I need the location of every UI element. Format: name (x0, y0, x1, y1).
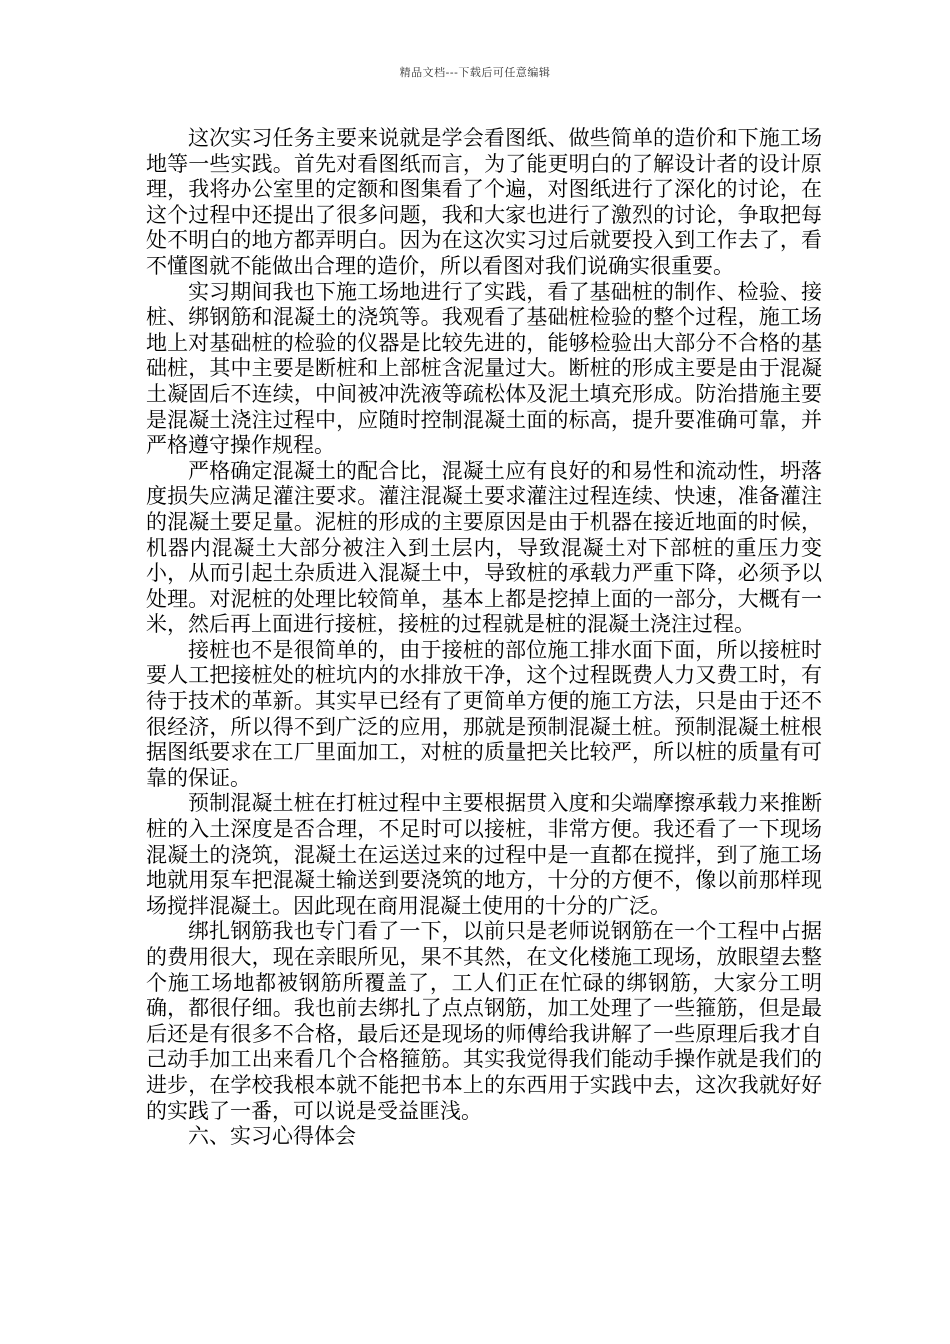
paragraph-4: 接桩也不是很简单的，由于接桩的部位施工排水面下面，所以接桩时要人工把接桩处的桩坑内的水排放干净，这个过程既费人力又费工时，有待于技术的革新。其实早已经有了更简单方便的施工方法，只是由于还不很经济，所以得不到广泛的应用，那就是预制混凝土桩。预制混凝土桩根据图纸要求在工厂里面加工，对桩的质量把关比较严，所以桩的质量有可靠的保证。 (146, 637, 822, 790)
section-heading: 六、实习心得体会 (188, 1124, 356, 1149)
paragraph-5: 预制混凝土桩在打桩过程中主要根据贯入度和尖端摩擦承载力来推断桩的入土深度是否合理，不足时可以接桩，非常方便。我还看了一下现场混凝土的浇筑，混凝土在运送过来的过程中是一直都在搅拌，到了施工场地就用泵车把混凝土输送到要浇筑的地方，十分的方便不，像以前那样现场搅拌混凝土。因此现在商用混凝土使用的十分的广泛。 (146, 791, 822, 918)
paragraph-3: 严格确定混凝土的配合比，混凝土应有良好的和易性和流动性，坍落度损失应满足灌注要求。灌注混凝土要求灌注过程连续、快速，准备灌注的混凝土要足量。泥桩的形成的主要原因是由于机器在接近地面的时候，机器内混凝土大部分被注入到土层内，导致混凝土对下部桩的重压力变小，从而引起土杂质进入混凝土中，导致桩的承载力严重下降，必须予以处理。对泥桩的处理比较简单，基本上都是挖掉上面的一部分，大概有一米，然后再上面进行接桩，接桩的过程就是桩的混凝土浇注过程。 (146, 458, 822, 637)
page-header: 精品文档---下载后可任意编辑 (399, 66, 551, 79)
paragraph-2: 实习期间我也下施工场地进行了实践，看了基础桩的制作、检验、接桩、绑钢筋和混凝土的浇筑等。我观看了基础桩检验的整个过程，施工场地上对基础桩的检验的仪器是比较先进的，能够检验出大部分不合格的基础桩，其中主要是断桩和上部桩含泥量过大。断桩的形成主要是由于混凝土凝固后不连续，中间被冲洗液等疏松体及泥土填充形成。防治措施主要是混凝土浇注过程中，应随时控制混凝土面的标高，提升要准确可靠，并严格遵守操作规程。 (146, 279, 822, 458)
paragraph-6: 绑扎钢筋我也专门看了一下，以前只是老师说钢筋在一个工程中占据的费用很大，现在亲眼所见，果不其然，在文化楼施工现场，放眼望去整个施工场地都被钢筋所覆盖了，工人们正在忙碌的绑钢筋，大家分工明确，都很仔细。我也前去绑扎了点点钢筋，加工处理了一些箍筋，但是最后还是有很多不合格，最后还是现场的师傅给我讲解了一些原理后我才自己动手加工出来看几个合格箍筋。其实我觉得我们能动手操作就是我们的进步，在学校我根本就不能把书本上的东西用于实践中去，这次我就好好的实践了一番，可以说是受益匪浅。 (146, 919, 822, 1123)
paragraph-1: 这次实习任务主要来说就是学会看图纸、做些简单的造价和下施工场地等一些实践。首先对看图纸而言，为了能更明白的了解设计者的设计原理，我将办公室里的定额和图集看了个遍，对图纸进行了深化的讨论，在这个过程中还提出了很多问题，我和大家也进行了激烈的讨论，争取把每处不明白的地方都弄明白。因为在这次实习过后就要投入到工作去了，看不懂图就不能做出合理的造价，所以看图对我们说确实很重要。 (146, 126, 822, 278)
document-body (146, 126, 822, 1150)
